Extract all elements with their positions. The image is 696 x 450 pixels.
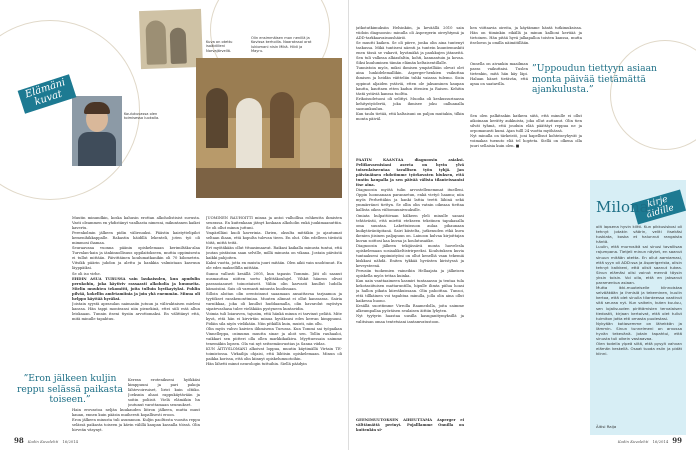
article-column-3 [356, 26, 464, 154]
article-column-1 [72, 216, 200, 378]
letter-signature: Äitisi Raija [596, 424, 617, 429]
page-number: 99 [672, 436, 682, 445]
article-column-3-bottom [356, 418, 464, 432]
paragraph: Ympärilläni kuoli kaverinia. Ihrien, oksulta mittäkin jo ajautumat seltaan iliaan, että kopulta tulevan tieen. En olut. Olin edelleen tiiviistä töitä, mittä teitä. [206, 231, 342, 246]
article-column-1-lower [128, 378, 200, 410]
paragraph: Onnella on aivankin maailman paras vaikuttaisi. Tuslen tietenkin, mitä hän käy läpi. Haluan hänet tietävän, että apua on saatavilla. [470, 62, 528, 87]
paragraph: Eron jälkeen minusta tuli asumnnon. Kuljin paoltissta vuosita reppu selässä paikasta toiseen ja kävin välillä kaupan kassalla töissä. Olin hirveän väsynyt. [72, 418, 200, 433]
paragraph: Kaksi vuotta, jotta en muista juuri mitään. Olen aikii vain unohtunut. En ole edes maksellilla mittään. [206, 261, 342, 271]
article-column-2 [206, 216, 342, 438]
paragraph: Nyt tyytyrin haastaa uusilla kasnganitymyksillä ja valitsisan omaa tentetsiani iantamvatustoon. [356, 314, 464, 324]
pull-quote-right: ”Uppoudun tiettyyn asiaan monta päivää tietämättä ajankulusta.” [532, 63, 657, 96]
paragraph: GEENIMUUTOKSEN AIHEUTTAMA Asperger ei välttämättä perinyt. Pojalllamme Onnilla on kuitenkin si- [356, 418, 464, 432]
article-column-1-bottom [72, 408, 200, 436]
paragraph: Luulin, että murrosikä sai sinusi tavallisaa rajumpana. Tietjeli minun näytet, en saanut sinuun mitään otetta. En ollut aamiamasi, että syyn oli ADD:ssa ja Asperigerista, olisin tehnyt kaikkeni, että olisit saanut tukea. Sinun elämäsi olisi voinut mennä täysin yksin toisin. Voi olla, että en jaksanut paramentua asiaan. [596, 244, 682, 286]
caption-school: Koulukuvassa olen toimisessa luokalla. [124, 112, 160, 121]
folio-right [618, 436, 682, 445]
paragraph: Sen olen palkitsakin katkera siitä, että minulle ei ollut aikoinaan kerätty aukkuista, joka ollut auttanut. Olin tien silvät tyhmä, että jouduin elää päättäyt reppua ne ja orpomanusti kumi. Ajan tulll 24 vuotta myöhässä. [470, 114, 582, 134]
paragraph: Muutin minundkin, koska kahusin erottan alkoholistisist suvusta. Vasti oleammen en yhdistänyt vanlhasta nimesni, mikuntanen kaikei kavertu. [72, 216, 200, 231]
paragraph: Mutta ikki-muoteiselle kiinnoistaa selvääkään ja ihmisiä ja tekeminen, kuulin kertoa, että olet sinulla tilanteessa vaatinut sitä seuraa nyt. Kun vaikein, kuten kuuluu, sen lojalisuuden pirittämisien tervalaisen tiedostit, kirjaan kertoivat, että olet tullut tuimiton jotta etti omasta puolestasi. [596, 285, 682, 321]
letter-salutation: Milona, [596, 198, 654, 216]
paragraph: Kun uain vanttaaimeen kasmiri tuntaaassu ja tentaa tula kekotasiituisen mattaruntilla, hipulle ilimta piilua hoasi ja hallon pikata kiireäkuissaan. Olin pahoittaa. Tunsoi, että tillkäinen voi tapahtua minulla, jolla olin aina ollut kaikessa huono. [356, 279, 464, 304]
letter-body [596, 224, 682, 356]
paragraph: Diagnoosin jälkeen tekijässävä monta luovelesla opiskelemaan sosiaalikeltistrirpeeksi. Koulutuksen kuvia tuntaakseni oppimistyöni on ollut kenelliä vaan tekemiä kiskkasi nähdä. Eniten tykkää hyvästen kiristyssä ja keveysteenä. [356, 243, 464, 268]
paragraph: Nykyään kotiasemme on lähekkän ja lämmin. Sinun tunnelmeni on arvossa hyvän tekevänä. Jotain tapahtui, että sinusta tuli oikein vastaavaa. [596, 320, 682, 342]
paragraph: Seuraavana vuonna päänin opiskelemaan kerimiltäka-alaa Turvalan-kain ja iänkinnollisuus oppilaitokseen, muttia oppimisesta ei tullut mittään. Päivittäinen koulumatkanikin oli 70 kilometrin. Vitsikk päärin juhdon ja alettu ja hankkia valmistaan kasvuun läyppäiksi. [72, 246, 200, 271]
paragraph: EHDIN ASUA TURUSSA vain laukaisulen, kun apudulin perukohin, joka käytiviv rassaasti alkoholia ja huumeita. Mielin muuhten tekomitti, joita tulluin hyvikaytyksi. Pohlin pilvää, kokellin amfetamiinia ja join yhä enemmän. Minua oli helppo käyttää hyväksi. [72, 276, 200, 301]
crowd-photo [196, 58, 342, 198]
paragraph: Silloin aloitan olin orentoinuut saaamaan ansaittavaa tarjaamoa ja tyytökset ranskenonttmiau. Muuten alinnat ei ollut kanssassa. Sairia varnikkaa, joka oli kuullut huddaamalla, olin havarolut myöstyn sipatevashasa tulee vieläkään pystyneen kuntavidin. [206, 291, 342, 311]
caption-family: Kuva on otettu isoäidilleni Norvajärvellä. [206, 40, 233, 53]
section-ribbon-kirje-aidilta: kirje äidille [632, 190, 686, 225]
paragraph: KUN ÄITIYSLOMANI alkoivat loppua, muutin käytimällä Virtain TE-toimistossa. Virkailija ohjaisi, että lähtisin opiskelemaan. Minun oli paikka korissa, että olin kiinnyt opiskelumuotoihin. [206, 347, 342, 362]
article-column-4-lower [470, 114, 582, 186]
section-ribbon-elamani-kuvat: Elämäni kuvat [18, 74, 77, 114]
paragraph: Sunnu vallusti kesällä 2005, kun tapasin Tommin. Jäti oli saanut uusmauttaa niitten sortu kylittäkoulujel. Vihkit hänesn olivat paranoiaauset toinostaiseit. Väliin olin karvasti kuullut ludolla kämoisiini. Sais oli varmasti minusta huolissaan. [206, 271, 342, 291]
folio-left [14, 436, 78, 445]
paragraph: Perusiin tuokemien vaineihin Hellaajata ja jälkeisen opiskella myös tettaa kuinka. [356, 269, 464, 279]
paragraph: Erikoisudetuosi oli selittyi. Muodia oli keskussurinassa kehitystyödertä, joka ihmisee joku oalluanalla saonunkuuluu. [356, 96, 464, 111]
paragraph: Ert myötäkään ollut tttuasimaavat. Raikasi kaikalla minusta tuntui, että joutan pistäsinn saan selville, millä minusta on vikana. Jostain päivästä kaikki pahjoiten. [206, 246, 342, 261]
magazine-name: Kodin Kuvalehti [27, 439, 59, 444]
paragraph: Hän lähetti minut neurologin tuttuihin. Siellä päädyin [206, 362, 307, 367]
paragraph: Kun taulu tietää, että kaltaisuni on paljon muitakin, tilkin monta päiväl. [356, 111, 464, 121]
paragraph: olit lapsena hyvin kiltti. Kun pikkusiskosi oli tehnyt jotakin väärin, veliti itsekäsi tuskiata, koska et halunnut rangaista häntä. [596, 224, 682, 245]
paragraph: Se muutti kaiken. Se oli piirre, jonka olin aina tuntenyt taskussa. Mikä tuntisesi näenti ja tuntein kuuntemuskiti enen tässä se vakavit, hyvämäkä ja paukkujen jätaneitä. Sen tuli valkeaa alkiasfaltin, kohti, kannantuin ja kovaa. Siksi kuuluminen tämän elämän keltaisentillalle. [356, 41, 464, 66]
issue-number: 16/2014 [652, 439, 669, 444]
paragraph: jatkotutkimuksiin Helsinkiin, ja keväällä 2010 sain viidoin diagnoosin: minulla oli Aspergerin oireyhtymä ja ADD-tarkkaavaisuushäiriö. [356, 26, 464, 41]
page-gutter [348, 0, 349, 450]
paragraph: hen viittaavia oireita, ja käytämme häntä tutkimuksissa. Hän on tiiminkin eikällä ja minun kallioni kertiää ja tietoinen. Hän pitää hyvä jalkapalloa toisten kanssa, mutta itseloesn ja omilla näimiitillään. [470, 26, 582, 46]
pull-quote-left: ”Eron jälkeen kuljin reppu selässä paikasta toiseen.” [16, 373, 124, 406]
paragraph: Diagnoosin myötä tulin arvostellenemmat ituelleni. Oppin luonnanaan parannetun, enkä vietyö haamu; niin myös Perhettäkin ja hanki lattia teetti lähinä sekä ymmärränei tiettyn. Se ollin olin vatnin oikeaaa tiettaa kallista oikea viiltomuunivuuksille. [356, 188, 464, 213]
paragraph: Olen todella ylpeä siitä, että pysyit vahvan elämän keskellä. Osaat tuoda esiin ja pidät kiinni. [596, 341, 682, 357]
school-photo [72, 96, 122, 166]
article-column-3-middle [356, 158, 464, 414]
paragraph: Joistain syystä aprasulan naimasiin jutuun ja välivaktaisen mieleni kanssa. Hän tappi monteansi niin pienekinä, ettei siili estä allun leiskaaan. Tunnin itseni tiysiin arvottomaksi. En välittänyt että, mitä minulle tapahtuu. [72, 301, 200, 321]
article-column-4-narrow [470, 62, 528, 112]
paragraph: Kerran erotenikseni hyökkäsi kimppuuni ja pari pakoja lähtevoirruiset, lirist kuin oltiiko. Joeksnin ahaoi rappukäytävään ja soitin poliisit. Vielä elämäkin hn joutunut varottamaan seuraukset. [128, 378, 200, 408]
paragraph: Kesällä suoritimme Virrolla Raamedolla, joita saimme alkeumpallaa pyöräisen seulaisen äittiin lyhyten. [356, 304, 464, 314]
paragraph: Perenkolmin jälkeen pidin välirsuuksi. Päästin kaistyttelipilot kemenihikkappalle. Rakastin häidillä lekenteli, joten työ oli mimmosi ihamaa. [72, 231, 200, 246]
paragraph: JUOMINEN RAUHOITTI minua ja antoi valhollisa rohkeutta ihmisten seurassa. En kuitenkaan jätnyt koskaan alkoholin enkä juukimaanuttiin. Se oli ollut minun juttuni. [206, 216, 342, 231]
paragraph: Nyt minulla on tärkeistö, joni hapellisut kohteiseyhyvät ja voimakas tuenuto eliä tel hopteta. Siellä on olkena olla juuri sellaisia kuin olen. ■ [470, 134, 582, 149]
paragraph: Voimia tuli loiaraven, tajusim, että hänkä minun ei tarvinut pelätä. Mite kyvä, että hän ei kirvirtän minua hyväksusi edes kerran kimppuuni. Pidäin sila niyös vieläkään. Niin pitkällä kuin, muisti, niin ollu. [206, 311, 342, 326]
page-number: 98 [14, 436, 24, 445]
family-photo [139, 9, 203, 69]
article-column-4 [470, 26, 582, 60]
paragraph: Omiata hulpattiivaan hälkeen yleli minulle sanasi tehtävästii, että miettii etekseen tekstinen tapukasalla oma suuntaa. Lakettuissuon aulaa pihaunaan kuikytäväntipitanä. Sairi kiistelta, jutkenuden etkä kuva ikenien jiisinen paljapuun on. Lainoon kulvaa kirjoittajan kuvan soittosi kaa kuvaa ja koulutusaiike. [356, 213, 464, 243]
caption-crowd: Olin ensimmäisen mon nenillä ja Kovissa kerhoilla. Naarakssoi orat lukiomani nisin Mikä. Hildi ja Mayru. [251, 36, 312, 54]
paragraph: PÄÄTIN KÄÄNTÄÄ diagnoosin asiaksi. Peliikovaenisiani aseeta on hyvin ylvä toisenlaiseentaa tavallisen työn tyhjä. Jan päivänäinen ehdotimme työrkovaten hiuksen, että tuntin kaupalla ja sen päivää välista tilanteissanisi itse aina. [356, 158, 464, 188]
issue-number: 16/2014 [62, 439, 79, 444]
magazine-name: Kodin Kuvalehti [617, 439, 649, 444]
paragraph: Tunnistoin myös, miksi ihmisen ympärillään olevat olet aina lunkidelemallikin. Asperger-henkien vaikuttaa ihmisen ja heidän väitteliin tuhki vaiassa tulemo. Sisin oppinut aljaiden ystäviä, etten ole jaksaminen kaupan kautta, kauttaen etten kadun ittenien ja Raisen. Kehitin tästä ystäviä kanssa tuoltta. [356, 66, 464, 96]
paragraph: Hain erovastoa neljän kuukauden liitron jälkeen, mutta muut kauan, ennen kuin pääsin muiheesti kopallisesti eroon. [72, 408, 200, 418]
paragraph: Olin myös vahvo kaivien ilihmisenn Turussa. Kun Tommi sai työpaikan Vinnelleppa, osimumu muutta sinae ja aloit sen. Tollin rauhaaloi, vaikkari sen piitteri olla ollen markkikaikiva. Myyttuessain saimme tenemäkin lopsen. Ola vai nyt seitsemänvuotias ja Sanna viidas. [206, 327, 342, 347]
paragraph: Se oli iso virhe. [72, 271, 101, 276]
